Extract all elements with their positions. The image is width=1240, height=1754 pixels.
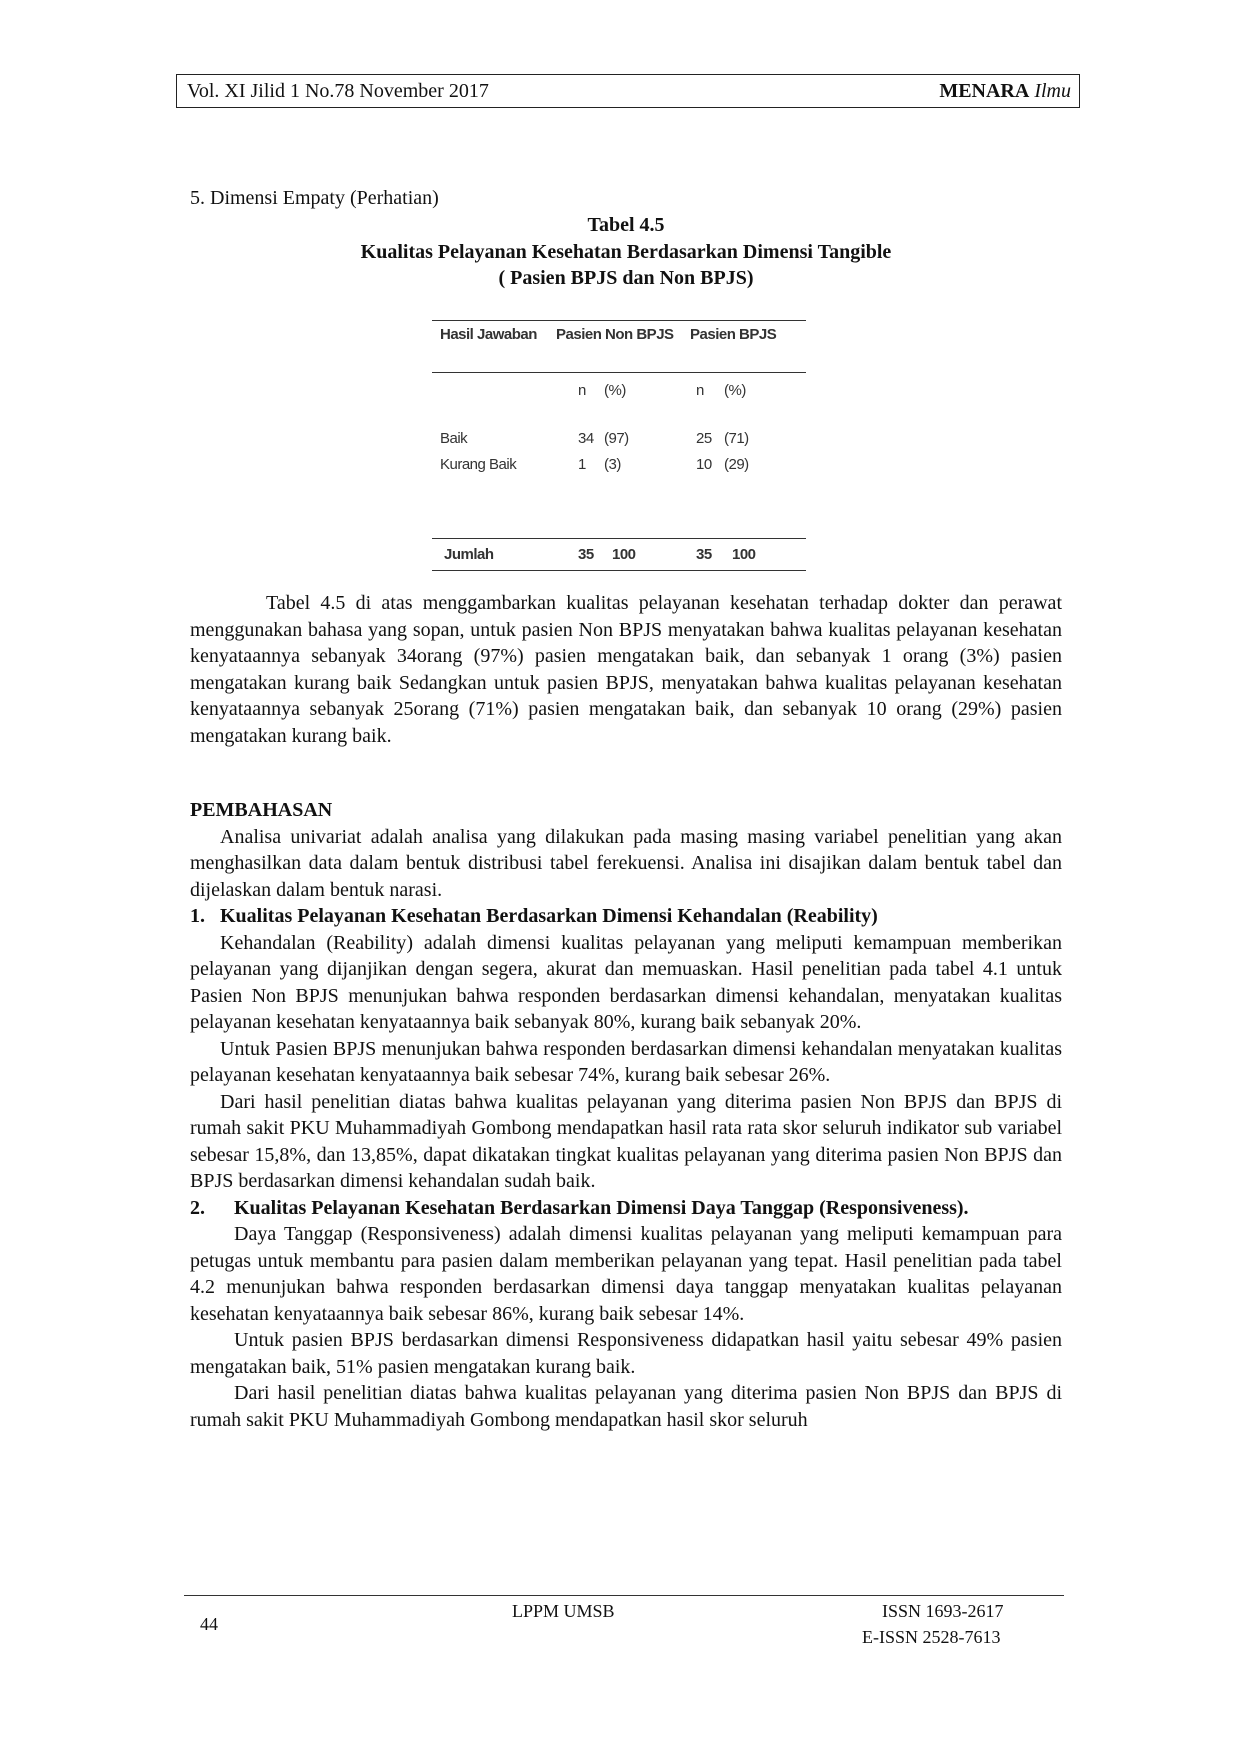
table-description-text: Tabel 4.5 di atas menggambarkan kualitas pelayanan kesehatan terhadap dokter dan perawat menggunakan bahasa yang sopan, untuk pasien Non BPJS menyatakan bahwa kualitas pelayanan kesehatan kenyataannya sebanyak 34orang (97%) pasien mengatakan baik, dan sebanyak 1 orang (3%) pasien mengatakan kurang baik Sedangkan untuk pasien BPJS, menyatakan bahwa kualitas pelayanan kesehatan kenyataannya sebanyak 25orang (71%) pasien mengatakan baik, dan sebanyak 10 orang (29%) pasien mengatakan kurang baik. <box>190 592 1062 747</box>
table-header-hasil: Hasil Jawaban <box>440 326 537 343</box>
table-bottom-rule <box>432 570 806 571</box>
subsection-1-title: Kualitas Pelayanan Kesehatan Berdasarkan Dimensi Kehandalan (Reability) <box>220 905 878 927</box>
journal-volume-info: Vol. XI Jilid 1 No.78 November 2017 <box>187 79 489 102</box>
table-caption <box>190 212 1062 292</box>
footer-rule <box>184 1595 1064 1596</box>
table-description <box>190 590 1062 749</box>
table-caption-subtitle: ( Pasien BPJS dan Non BPJS) <box>498 267 754 289</box>
table-cell: (3) <box>604 456 621 473</box>
journal-name <box>939 80 1071 103</box>
subsection-1-paragraph: Kehandalan (Reability) adalah dimensi kualitas pelayanan yang meliputi kemampuan memberikan pelayanan yang dijanjikan dengan segera, akurat dan memuaskan. Hasil penelitian pada tabel 4.1 untuk Pasien Non BPJS menunjukan bahwa responden berdasarkan dimensi kehandalan, menyatakan kualitas pelayanan kesehatan kenyataannya baik sebanyak 80%, kurang baik sebanyak 20%. <box>190 931 1062 1033</box>
pembahasan-intro: Analisa univariat adalah analisa yang dilakukan pada masing masing variabel penelitian yang akan menghasilkan data dalam bentuk distribusi tabel ferekuensi. Analisa ini disajikan dalam bentuk tabel dan dijelaskan dalam bentuk narasi. <box>190 825 1062 901</box>
subsection-2-paragraph: Untuk pasien BPJS berdasarkan dimensi Responsiveness didapatkan hasil yaitu sebesar 49% pasien mengatakan baik, 51% pasien mengatakan kurang baik. <box>190 1329 1062 1378</box>
pembahasan-heading: PEMBAHASAN <box>190 799 333 821</box>
table-cell: 25 <box>696 430 712 447</box>
table-cell: 10 <box>696 456 712 473</box>
subsection-2-title: Kualitas Pelayanan Kesehatan Berdasarkan Dimensi Daya Tanggap (Responsiveness). <box>234 1196 969 1219</box>
page-number: 44 <box>200 1614 218 1634</box>
journal-name-bold: MENARA <box>939 79 1030 102</box>
table-top-rule <box>432 320 806 321</box>
subsection-2-paragraph: Daya Tanggap (Responsiveness) adalah dimensi kualitas pelayanan yang meliputi kemampuan para petugas untuk membantu para pasien dalam memberikan pelayanan yang tepat. Hasil penelitian pada tabel 4.2 menunjukan bahwa responden berdasarkan dimensi daya tanggap menyatakan kualitas pelayanan kesehatan kenyataannya baik sebesar 86%, kurang baik sebesar 14%. <box>190 1223 1062 1325</box>
results-table <box>432 316 810 574</box>
table-row-label: Baik <box>440 430 468 447</box>
table-subheader-pct: (%) <box>604 382 626 399</box>
table-caption-number: Tabel 4.5 <box>587 214 665 236</box>
subsection-1-number: 1. <box>190 905 205 927</box>
table-caption-title: Kualitas Pelayanan Kesehatan Berdasarkan Dimensi Tangible <box>360 240 892 263</box>
pembahasan-section <box>190 797 1062 1433</box>
table-header-non-bpjs: Pasien Non BPJS <box>556 326 674 343</box>
journal-header <box>176 74 1080 108</box>
table-row-label: Kurang Baik <box>440 456 517 473</box>
footer-issn: ISSN 1693-2617 <box>882 1601 1004 1621</box>
table-total-cell: 35 <box>696 546 712 563</box>
journal-name-italic: Ilmu <box>1034 79 1071 102</box>
table-subheader-n: n <box>696 382 704 399</box>
footer-eissn: E-ISSN 2528-7613 <box>862 1627 1001 1647</box>
table-total-cell: 100 <box>612 546 636 563</box>
footer-publisher: LPPM UMSB <box>512 1601 615 1621</box>
table-cell: 1 <box>578 456 586 473</box>
table-total-cell: 100 <box>732 546 756 563</box>
table-total-cell: 35 <box>578 546 594 563</box>
subsection-1-heading <box>190 903 1062 930</box>
table-subheader-n: n <box>578 382 586 399</box>
table-cell: (29) <box>724 456 749 473</box>
subsection-2-number: 2. <box>190 1196 205 1219</box>
table-cell: 34 <box>578 430 594 447</box>
table-header-bpjs: Pasien BPJS <box>690 326 777 343</box>
table-total-label: Jumlah <box>444 546 494 563</box>
table-total-rule <box>432 538 806 539</box>
subsection-2-heading <box>190 1195 1062 1222</box>
table-cell: (71) <box>724 430 749 447</box>
table-subheader-pct: (%) <box>724 382 746 399</box>
table-cell: (97) <box>604 430 629 447</box>
subsection-2-paragraph: Dari hasil penelitian diatas bahwa kualitas pelayanan yang diterima pasien Non BPJS dan BPJS di rumah sakit PKU Muhammadiyah Gombong mendapatkan hasil skor seluruh <box>190 1382 1062 1431</box>
subsection-1-paragraph: Untuk Pasien BPJS menunjukan bahwa responden berdasarkan dimensi kehandalan menyatakan kualitas pelayanan kesehatan kenyataannya baik sebesar 74%, kurang baik sebesar 26%. <box>190 1037 1062 1086</box>
section-5-title: 5. Dimensi Empaty (Perhatian) <box>190 187 439 209</box>
subsection-1-paragraph: Dari hasil penelitian diatas bahwa kualitas pelayanan yang diterima pasien Non BPJS dan BPJS di rumah sakit PKU Muhammadiyah Gombong mendapatkan hasil rata rata skor seluruh indikator sub variabel sebesar 15,8%, dan 13,85%, dapat dikatakan tingkat kualitas pelayanan yang diterima pasien Non BPJS dan BPJS berdasarkan dimensi kehandalan sudah baik. <box>190 1090 1062 1192</box>
table-header-rule <box>432 372 806 373</box>
